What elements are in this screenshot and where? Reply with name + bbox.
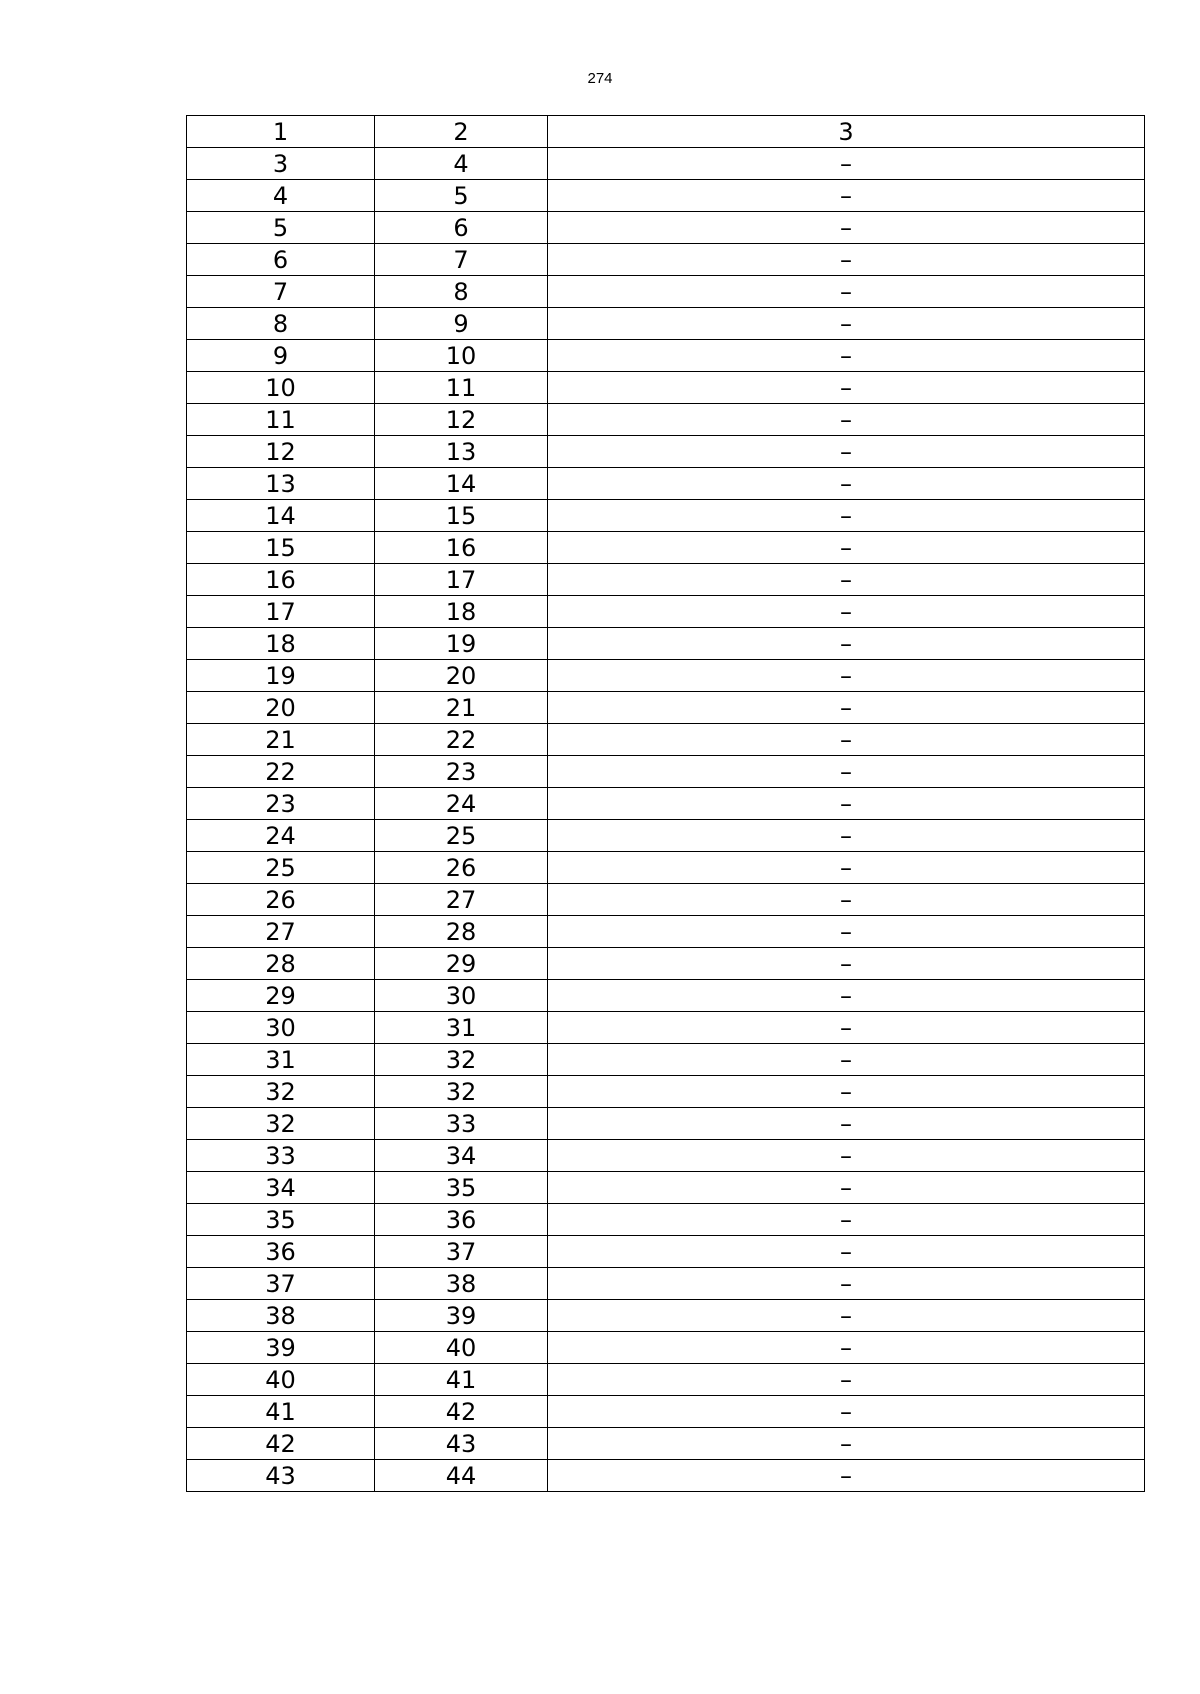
table-row	[187, 212, 1145, 244]
table-row	[187, 532, 1145, 564]
table-cell-col3: –	[548, 596, 1145, 628]
table-cell-col2: 31	[375, 1012, 548, 1044]
table-cell-col3: –	[548, 308, 1145, 340]
table-row	[187, 820, 1145, 852]
table-cell-col1: 42	[187, 1428, 375, 1460]
table-cell-col2: 38	[375, 1268, 548, 1300]
table-cell-col3: –	[548, 500, 1145, 532]
table-cell-col1: 13	[187, 468, 375, 500]
table-row	[187, 724, 1145, 756]
table-cell-col2: 43	[375, 1428, 548, 1460]
table-cell-col2: 10	[375, 340, 548, 372]
table-row	[187, 788, 1145, 820]
table-cell-col3: –	[548, 1364, 1145, 1396]
table-cell-col2: 17	[375, 564, 548, 596]
table-header-row	[187, 116, 1145, 148]
table-cell-col3: –	[548, 788, 1145, 820]
table-row	[187, 692, 1145, 724]
table-cell-col1: 8	[187, 308, 375, 340]
table-cell-col3: –	[548, 724, 1145, 756]
table-row	[187, 1428, 1145, 1460]
table-cell-col1: 22	[187, 756, 375, 788]
table-cell-col1: 35	[187, 1204, 375, 1236]
table-row	[187, 1396, 1145, 1428]
table-row	[187, 1108, 1145, 1140]
table-row	[187, 276, 1145, 308]
table-cell-col2: 21	[375, 692, 548, 724]
table-cell-col3: –	[548, 148, 1145, 180]
table-cell-col2: 24	[375, 788, 548, 820]
table-cell-col3: –	[548, 1460, 1145, 1492]
table-row	[187, 564, 1145, 596]
table-cell-col2: 4	[375, 148, 548, 180]
table-cell-col2: 16	[375, 532, 548, 564]
table-body	[187, 116, 1145, 1492]
table-cell-col3: –	[548, 1236, 1145, 1268]
table-row	[187, 852, 1145, 884]
table-cell-col3: –	[548, 948, 1145, 980]
table-cell-col3: –	[548, 276, 1145, 308]
header-cell-3: 3	[548, 116, 1145, 148]
table-cell-col3: –	[548, 340, 1145, 372]
table-cell-col1: 37	[187, 1268, 375, 1300]
table-cell-col1: 29	[187, 980, 375, 1012]
table-cell-col1: 5	[187, 212, 375, 244]
table-cell-col2: 15	[375, 500, 548, 532]
table-cell-col1: 10	[187, 372, 375, 404]
table-row	[187, 1076, 1145, 1108]
table-cell-col1: 34	[187, 1172, 375, 1204]
table-cell-col2: 12	[375, 404, 548, 436]
table-cell-col2: 18	[375, 596, 548, 628]
table-cell-col3: –	[548, 1268, 1145, 1300]
table-row	[187, 1300, 1145, 1332]
table-row	[187, 1332, 1145, 1364]
table-cell-col1: 7	[187, 276, 375, 308]
table-cell-col2: 13	[375, 436, 548, 468]
table-cell-col1: 6	[187, 244, 375, 276]
table-cell-col2: 36	[375, 1204, 548, 1236]
table-cell-col3: –	[548, 756, 1145, 788]
table-cell-col1: 24	[187, 820, 375, 852]
table-cell-col3: –	[548, 884, 1145, 916]
table-row	[187, 1204, 1145, 1236]
table-cell-col1: 28	[187, 948, 375, 980]
table-cell-col3: –	[548, 692, 1145, 724]
table-row	[187, 500, 1145, 532]
table-cell-col3: –	[548, 436, 1145, 468]
table-cell-col2: 25	[375, 820, 548, 852]
table-cell-col2: 27	[375, 884, 548, 916]
table-row	[187, 1236, 1145, 1268]
table-row	[187, 148, 1145, 180]
table-row	[187, 660, 1145, 692]
table-cell-col2: 32	[375, 1044, 548, 1076]
table-cell-col1: 16	[187, 564, 375, 596]
table-cell-col3: –	[548, 1012, 1145, 1044]
table-cell-col1: 30	[187, 1012, 375, 1044]
table-cell-col1: 27	[187, 916, 375, 948]
table-cell-col3: –	[548, 980, 1145, 1012]
table-row	[187, 1460, 1145, 1492]
table-cell-col2: 44	[375, 1460, 548, 1492]
table-row	[187, 1140, 1145, 1172]
table-cell-col3: –	[548, 1172, 1145, 1204]
table-cell-col3: –	[548, 852, 1145, 884]
table-cell-col3: –	[548, 244, 1145, 276]
table-cell-col3: –	[548, 564, 1145, 596]
table-cell-col2: 32	[375, 1076, 548, 1108]
table-cell-col2: 7	[375, 244, 548, 276]
table-cell-col1: 17	[187, 596, 375, 628]
header-cell-1: 1	[187, 116, 375, 148]
table-cell-col3: –	[548, 1044, 1145, 1076]
table-cell-col2: 11	[375, 372, 548, 404]
table-cell-col3: –	[548, 1428, 1145, 1460]
table-cell-col2: 6	[375, 212, 548, 244]
table-cell-col2: 35	[375, 1172, 548, 1204]
table-cell-col3: –	[548, 180, 1145, 212]
table-cell-col1: 25	[187, 852, 375, 884]
table-cell-col2: 42	[375, 1396, 548, 1428]
table-row	[187, 404, 1145, 436]
table-cell-col2: 34	[375, 1140, 548, 1172]
table-cell-col1: 39	[187, 1332, 375, 1364]
table-cell-col2: 5	[375, 180, 548, 212]
table-cell-col2: 39	[375, 1300, 548, 1332]
table-cell-col1: 14	[187, 500, 375, 532]
table-cell-col2: 8	[375, 276, 548, 308]
table-row	[187, 1172, 1145, 1204]
table-cell-col3: –	[548, 660, 1145, 692]
table-row	[187, 596, 1145, 628]
header-cell-2: 2	[375, 116, 548, 148]
table-cell-col3: –	[548, 916, 1145, 948]
table-row	[187, 948, 1145, 980]
table-cell-col3: –	[548, 1300, 1145, 1332]
table-row	[187, 1044, 1145, 1076]
table-cell-col2: 41	[375, 1364, 548, 1396]
table-cell-col1: 41	[187, 1396, 375, 1428]
table-cell-col2: 14	[375, 468, 548, 500]
table-cell-col2: 22	[375, 724, 548, 756]
table-row	[187, 244, 1145, 276]
table-cell-col3: –	[548, 1204, 1145, 1236]
table-cell-col2: 9	[375, 308, 548, 340]
table-cell-col1: 36	[187, 1236, 375, 1268]
table-cell-col1: 18	[187, 628, 375, 660]
table-cell-col1: 26	[187, 884, 375, 916]
table-cell-col3: –	[548, 1108, 1145, 1140]
table-row	[187, 180, 1145, 212]
table-cell-col1: 32	[187, 1076, 375, 1108]
table-cell-col1: 4	[187, 180, 375, 212]
table-row	[187, 884, 1145, 916]
table-row	[187, 372, 1145, 404]
table-cell-col2: 30	[375, 980, 548, 1012]
table-cell-col1: 31	[187, 1044, 375, 1076]
table-cell-col1: 38	[187, 1300, 375, 1332]
table-cell-col2: 33	[375, 1108, 548, 1140]
table-row	[187, 1012, 1145, 1044]
table-cell-col3: –	[548, 628, 1145, 660]
table-cell-col3: –	[548, 404, 1145, 436]
table-cell-col3: –	[548, 1076, 1145, 1108]
table-cell-col1: 32	[187, 1108, 375, 1140]
table-row	[187, 980, 1145, 1012]
table-cell-col1: 40	[187, 1364, 375, 1396]
table-cell-col1: 43	[187, 1460, 375, 1492]
table-cell-col1: 23	[187, 788, 375, 820]
table-row	[187, 756, 1145, 788]
table-row	[187, 916, 1145, 948]
table-cell-col1: 9	[187, 340, 375, 372]
table-cell-col3: –	[548, 1140, 1145, 1172]
table-row	[187, 436, 1145, 468]
table-cell-col3: –	[548, 1332, 1145, 1364]
table-cell-col1: 33	[187, 1140, 375, 1172]
table-cell-col2: 23	[375, 756, 548, 788]
table-cell-col2: 40	[375, 1332, 548, 1364]
table-cell-col2: 28	[375, 916, 548, 948]
table-cell-col1: 12	[187, 436, 375, 468]
table-cell-col1: 20	[187, 692, 375, 724]
table-cell-col3: –	[548, 212, 1145, 244]
table-cell-col3: –	[548, 532, 1145, 564]
table-cell-col1: 3	[187, 148, 375, 180]
table-row	[187, 1268, 1145, 1300]
table-cell-col2: 19	[375, 628, 548, 660]
table-cell-col3: –	[548, 820, 1145, 852]
table-cell-col1: 21	[187, 724, 375, 756]
table-cell-col2: 20	[375, 660, 548, 692]
table-cell-col2: 26	[375, 852, 548, 884]
table-row	[187, 308, 1145, 340]
table-row	[187, 1364, 1145, 1396]
data-table	[186, 115, 1145, 1492]
table-row	[187, 628, 1145, 660]
page-number: 274	[587, 70, 613, 87]
table-cell-col2: 29	[375, 948, 548, 980]
table-row	[187, 340, 1145, 372]
table-cell-col1: 15	[187, 532, 375, 564]
table-cell-col3: –	[548, 372, 1145, 404]
table-cell-col1: 11	[187, 404, 375, 436]
table-cell-col2: 37	[375, 1236, 548, 1268]
table-row	[187, 468, 1145, 500]
table-cell-col1: 19	[187, 660, 375, 692]
table-cell-col3: –	[548, 468, 1145, 500]
table-cell-col3: –	[548, 1396, 1145, 1428]
